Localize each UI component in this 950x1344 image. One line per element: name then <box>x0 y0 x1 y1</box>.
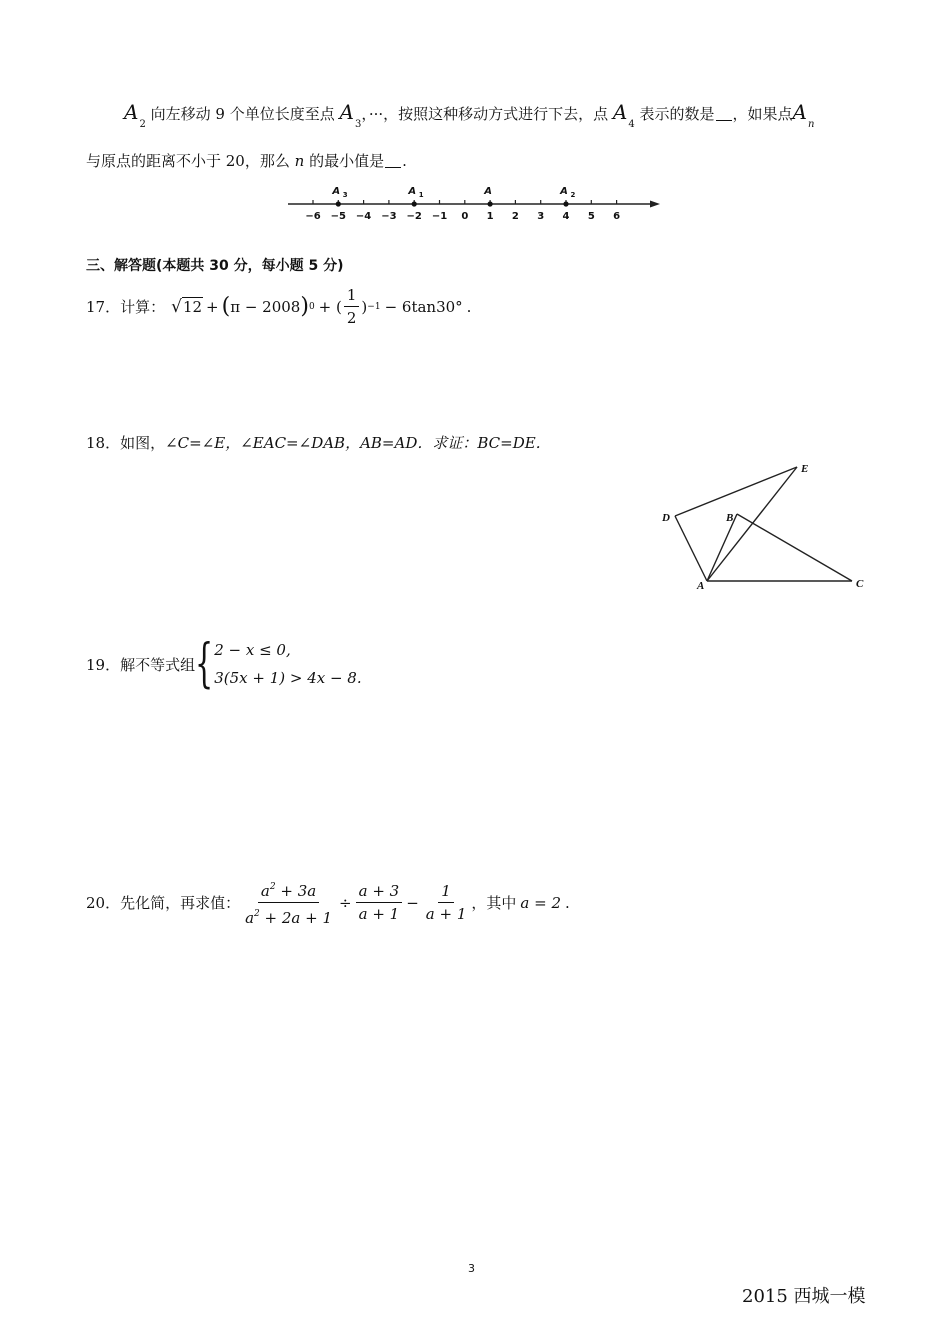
fraction-3: $\frac{1}{a + 1}$ <box>425 882 467 923</box>
tick-label: 5 <box>587 211 595 222</box>
tick-label: 6 <box>613 211 621 222</box>
label-E: E <box>801 463 809 475</box>
axis-arrow <box>650 201 660 208</box>
point-dot <box>563 201 568 206</box>
tick-label: 3 <box>537 211 545 222</box>
tick-label: 4 <box>562 211 570 222</box>
geometry-figure <box>655 455 875 595</box>
fraction-2: $\frac{a + 3}{a + 1}$ <box>356 882 403 923</box>
point-label: A <box>484 186 492 197</box>
fraction-1: $\frac{a^2 + 3a}{a^2 + 2a + 1}$ <box>242 878 335 927</box>
q20: 20．先化简，再求值： $\frac{a^2 + 3a}{a^2 + 2a + 1}$ ÷ $\frac{a + 3}{a + 1}$ − $\frac{1}{a + 1}$ ，其中 a = 2 . <box>86 878 570 927</box>
number-line-figure <box>280 180 680 226</box>
label-C: C <box>856 578 864 590</box>
point-label-sub: 1 <box>418 191 424 199</box>
system-brace: { <box>195 634 214 694</box>
q16-line1: $A_2$ 向左移动 9 个单位长度至点 $A_3$，···，按照这种移动方式进行下去，点 $A_4$ 表示的数是 ，如果点$A_n$ <box>124 100 815 130</box>
segment-DA <box>675 516 707 581</box>
segment-AB <box>707 514 737 581</box>
exam-source: 2015 西城一模 <box>742 1286 866 1307</box>
segment-AE <box>707 467 797 581</box>
answer-blank-2[interactable] <box>385 153 401 168</box>
point-dot <box>488 201 493 206</box>
point-label-sub: 2 <box>570 191 576 199</box>
label-D: D <box>662 512 670 524</box>
point-dot <box>336 201 341 206</box>
page-number: 3 <box>468 1262 475 1275</box>
q16-line2: 与原点的距离不小于 20，那么 n 的最小值是 . <box>86 152 407 170</box>
point-label: A <box>408 186 417 197</box>
tick-label: 0 <box>461 211 469 222</box>
tick-label: −5 <box>330 211 346 222</box>
tick-label: 2 <box>511 211 519 222</box>
tick-label: −4 <box>355 211 372 222</box>
tick-label: −1 <box>431 211 448 222</box>
segment-BC <box>737 514 852 581</box>
q19: 19．解不等式组 { 2 − x ≤ 0, 3(5x + 1) > 4x − 8. <box>86 634 362 694</box>
point-label: A <box>560 186 568 197</box>
label-A: A <box>697 580 705 592</box>
inequality-system: 2 − x ≤ 0, 3(5x + 1) > 4x − 8. <box>214 641 362 687</box>
q17: 17．计算： √ 12 + ( π − 2008 ) 0 + ( $\frac{1}{2}$ ) −1 − 6tan30° . <box>86 286 472 327</box>
tick-label: −6 <box>305 211 321 222</box>
tick-label: 1 <box>486 211 494 222</box>
q18: 18．如图，∠C=∠E，∠EAC=∠DAB，AB=AD．求证：BC=DE． <box>86 434 551 452</box>
answer-blank-1[interactable] <box>716 106 732 121</box>
sqrt-symbol: √ <box>171 296 182 317</box>
point-dot <box>412 201 417 206</box>
point-label: A <box>332 186 341 197</box>
left-paren: ( <box>221 294 231 319</box>
tick-label: −3 <box>381 211 397 222</box>
section-title: 三、解答题(本题共 30 分，每小题 5 分) <box>86 258 344 274</box>
point-label-sub: 3 <box>342 191 348 199</box>
label-B: B <box>726 512 734 524</box>
segment-DE <box>675 467 797 516</box>
fraction-half: $\frac{1}{2}$ <box>344 286 360 327</box>
right-paren: ) <box>300 294 309 319</box>
tick-label: −2 <box>406 211 422 222</box>
